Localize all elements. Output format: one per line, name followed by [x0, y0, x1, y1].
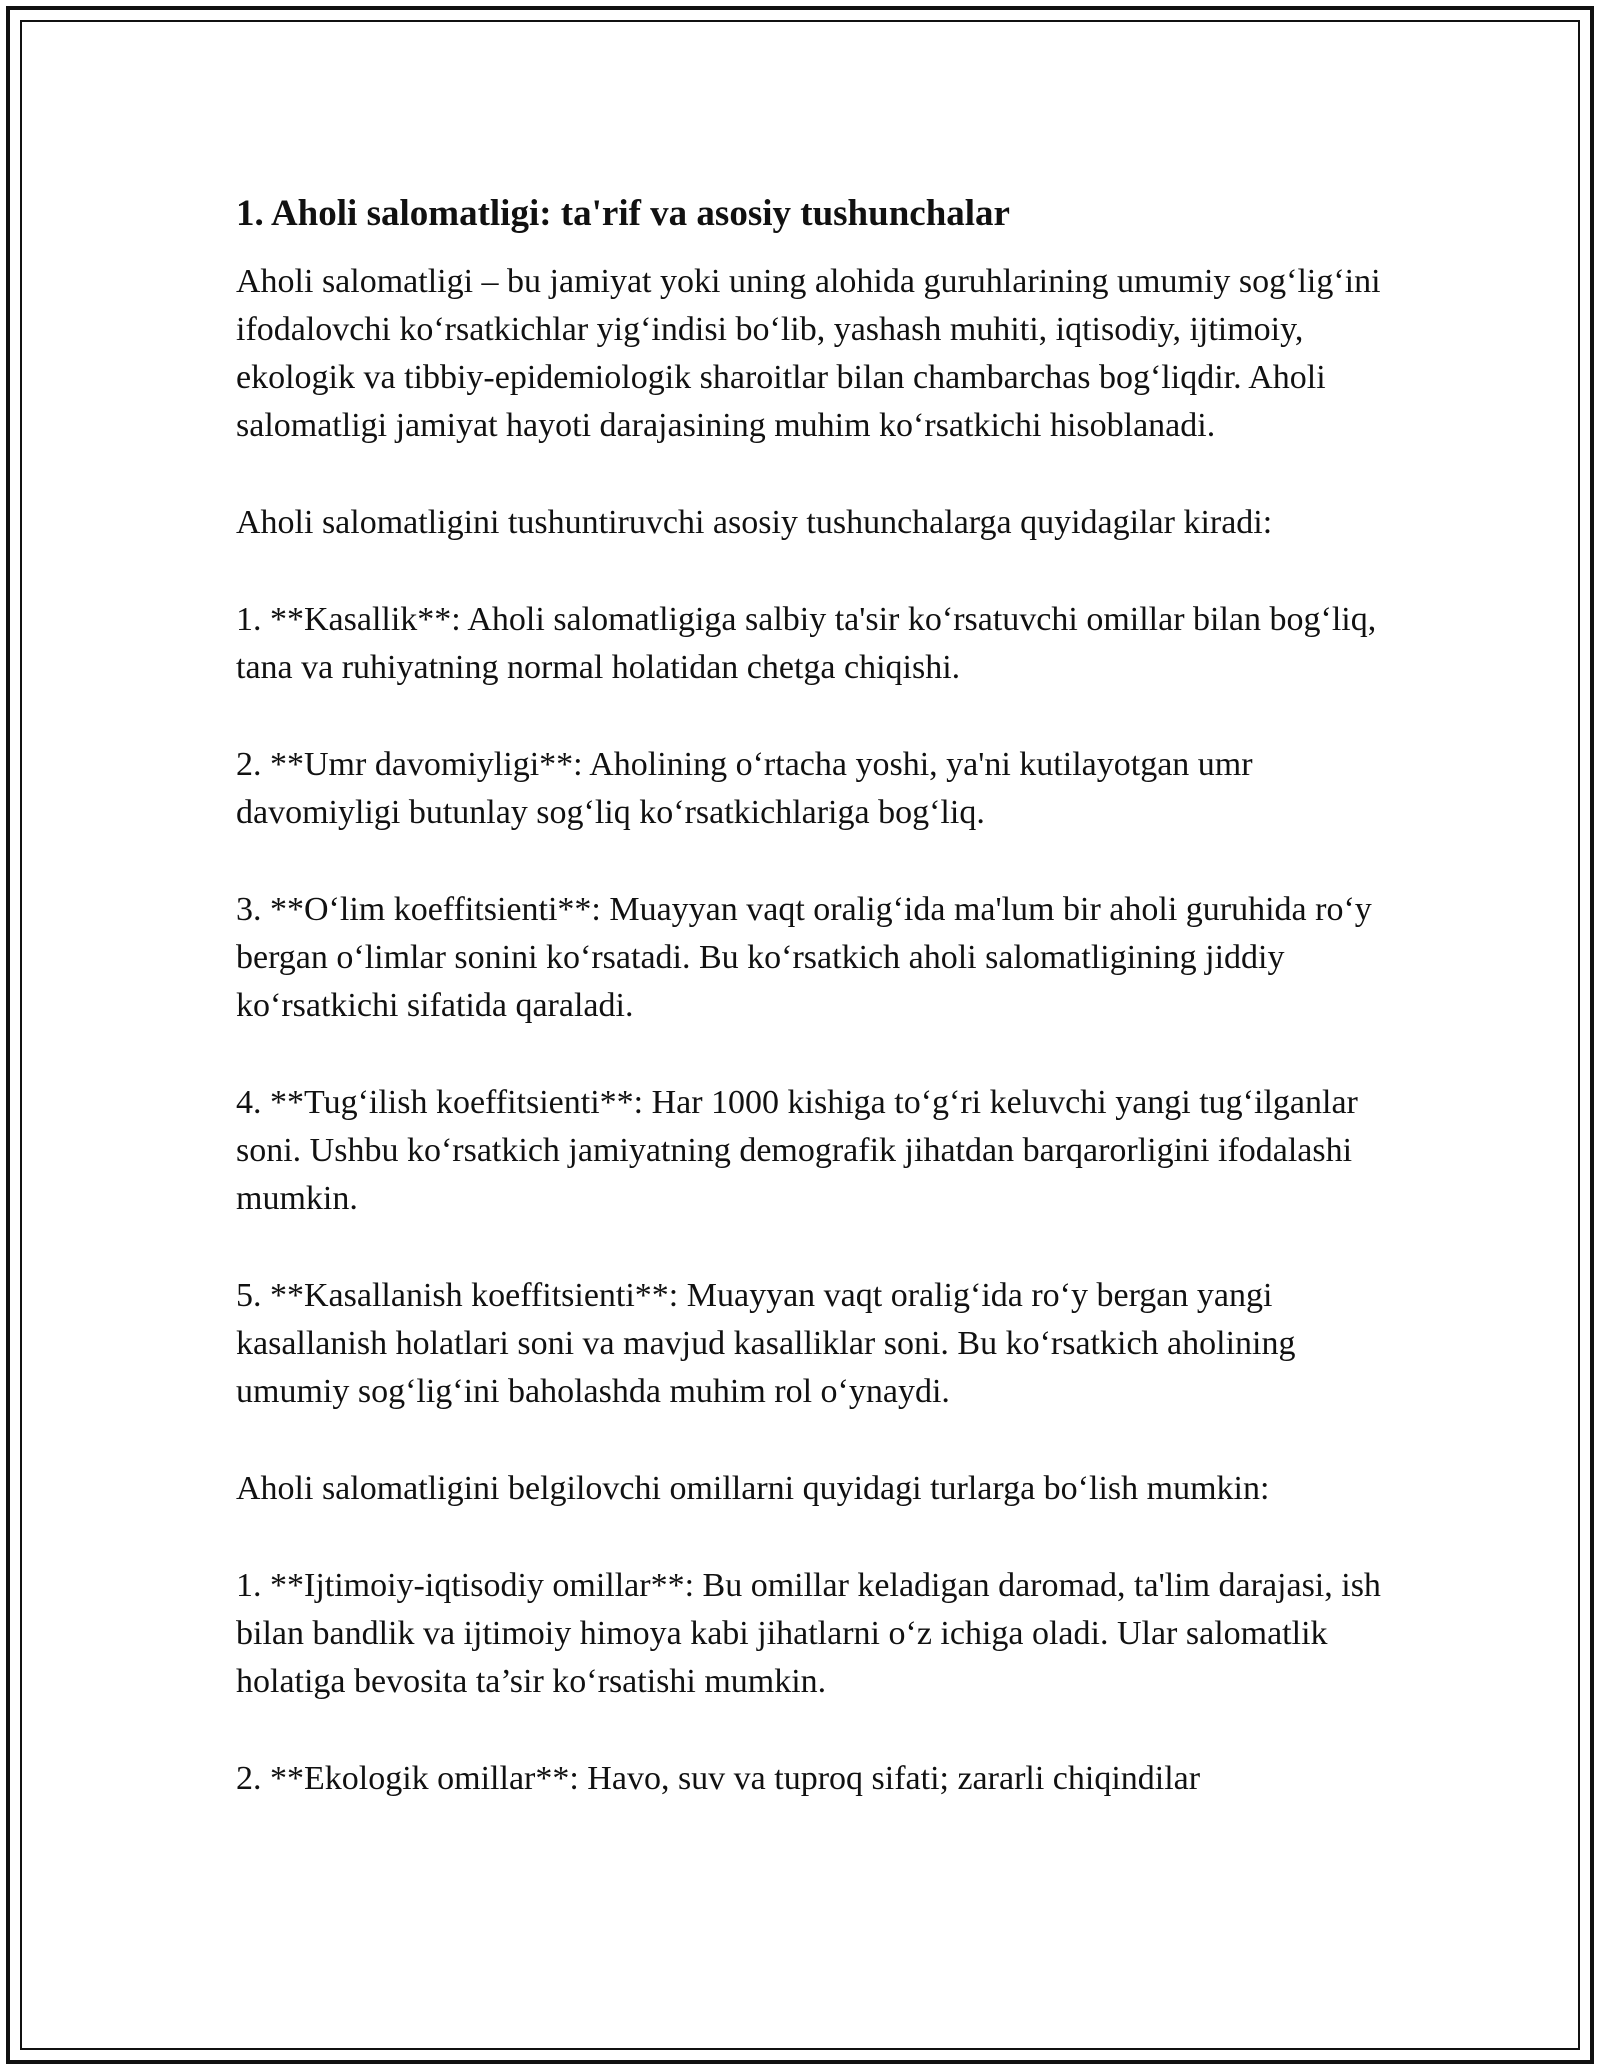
list-item-ijtimoiy-iqtisodiy: 1. **Ijtimoiy-iqtisodiy omillar**: Bu omillar keladigan daromad, ta'lim darajasi, ish bilan bandlik va ijtimoiy himoya kabi jihatlarni o‘z ichiga oladi. Ular salomatlik holatiga bevosita ta’sir ko‘rsatishi mumkin. — [236, 1567, 1381, 1700]
document-title: 1. Aholi salomatligi: ta'rif va asosiy tushunchalar — [236, 193, 1010, 234]
paragraph-factors-intro: Aholi salomatligini belgilovchi omillarni quyidagi turlarga bo‘lish mumkin: — [236, 1470, 1270, 1507]
list-item-umr-davomiyligi: 2. **Umr davomiyligi**: Aholining o‘rtacha yoshi, ya'ni kutilayotgan umr davomiyligi butunlay sog‘liq ko‘rsatkichlariga bog‘liq. — [236, 746, 1253, 831]
list-item-kasallik: 1. **Kasallik**: Aholi salomatligiga salbiy ta'sir ko‘rsatuvchi omillar bilan bog‘liq, tana va ruhiyatning normal holatidan chetga chiqishi. — [236, 601, 1377, 686]
paragraph-concepts-intro: Aholi salomatligini tushuntiruvchi asosiy tushunchalarga quyidagilar kiradi: — [236, 504, 1273, 541]
document-body — [236, 190, 1406, 1803]
list-item-olim-koeffitsienti: 3. **O‘lim koeffitsienti**: Muayyan vaqt oralig‘ida ma'lum bir aholi guruhida ro‘y bergan o‘limlar sonini ko‘rsatadi. Bu ko‘rsatkich aholi salomatligining jiddiy ko‘rsatkichi sifatida qaraladi. — [236, 891, 1372, 1024]
paragraph-definition: Aholi salomatligi – bu jamiyat yoki uning alohida guruhlarining umumiy sog‘lig‘ini ifodalovchi ko‘rsatkichlar yig‘indisi bo‘lib, yashash muhiti, iqtisodiy, ijtimoiy, ekologik va tibbiy-epidemiologik sharoitlar bilan chambarchas bog‘liqdir. Aholi salomatligi jamiyat hayoti darajasining muhim ko‘rsatkichi hisoblanadi. — [236, 263, 1381, 444]
list-item-tugilish-koeffitsienti: 4. **Tug‘ilish koeffitsienti**: Har 1000 kishiga to‘g‘ri keluvchi yangi tug‘ilganlar soni. Ushbu ko‘rsatkich jamiyatning demografik jihatdan barqarorligini ifodalashi mumkin. — [236, 1084, 1358, 1217]
list-item-kasallanish-koeffitsienti: 5. **Kasallanish koeffitsienti**: Muayyan vaqt oralig‘ida ro‘y bergan yangi kasallanish holatlari soni va mavjud kasalliklar soni. Bu ko‘rsatkich aholining umumiy sog‘lig‘ini baholashda muhim rol o‘ynaydi. — [236, 1277, 1296, 1410]
list-item-ekologik: 2. **Ekologik omillar**: Havo, suv va tuproq sifati; zararli chiqindilar — [236, 1760, 1201, 1797]
